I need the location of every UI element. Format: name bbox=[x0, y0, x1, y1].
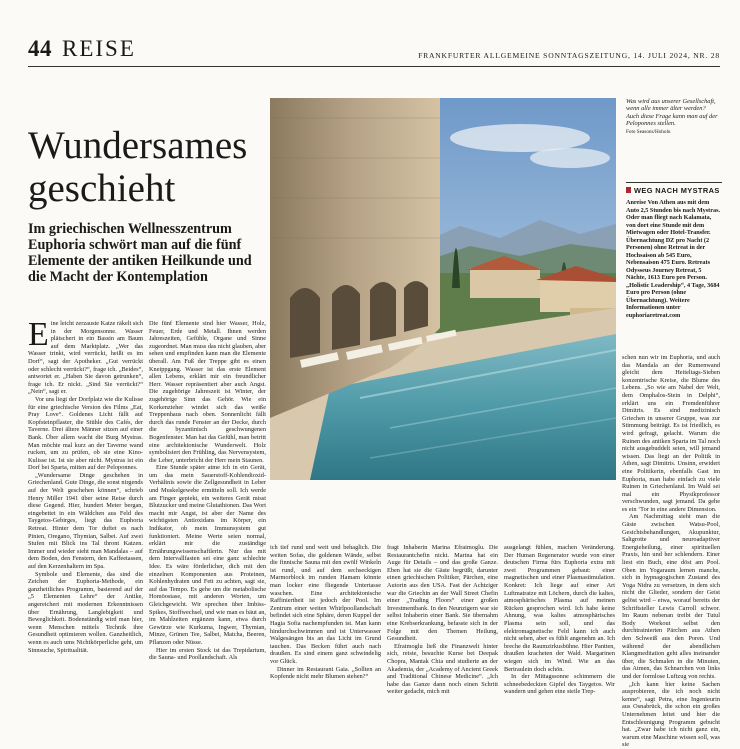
paragraph: Dinner im Restaurant Gaia. „Sollten an Kopfende nicht mehr Blumen stehen?“ bbox=[270, 665, 381, 681]
info-box bbox=[626, 182, 722, 319]
article-column-1 bbox=[28, 316, 143, 680]
paragraph: In der Mittagssonne schimmern die schneebedeckten Gipfel des Taygetos. Wir wandern und gehen eine steile Trep- bbox=[504, 673, 615, 696]
drop-cap: E bbox=[28, 316, 49, 353]
article-headline: Wundersames geschieht bbox=[28, 124, 248, 210]
paragraph: ausgelangt fühlen, machen Veränderung. Der Human Regenerator wurde von einer deutschen Firma fürs Euphoria extra mit zwei Programmen gebaut: einer magnetischen und einer Plasmastimulation. Konkret: Ich liege auf einer Art Luftmatratze mit Löchern, durch die kaltes, atmosphärisches Plasma auf meinen Rücken gesprochen wird. Ich habe keine Ahnung, was kaltes atmosphärisches Plasma sein soll, und das elektromagnetische Feld kann ich auch nicht sehen, aber es fühlt angenehm an. Ich breche die Raumzirkusbühne. Hier Pantten, draußen kracheten der Wald. Margarinen wiegen sich im Wind. Wie an das Bertraulein doch schön. bbox=[504, 544, 615, 673]
info-box-header bbox=[626, 182, 722, 195]
paragraph: Die fünf Elemente sind hier Wasser, Holz, Feuer, Erde und Metall. Ihnen werden Jahreszeiten, Gefühle, Organe und Sinne zugeordnet. Man muss das nicht glauben, aber sehen und empfinden kann man die Elemente überall. Am Fuß der Treppe gibt es einen Kneippgang. Wasser ist das erste Element allen Lebens, erklärt mir ein freundlicher Herr. Wasser repräsentiert aber auch Angst. Die zugehörige Jahreszeit ist Winter, der zugehörige Sinn das Gehör. Wie ein Korkenzieher windet sich das weiße Treppenhaus nach oben. Sonnenlicht fällt durch das runde Fenster an der Decke, durch die byzantinisch geschwungenen Bogenfenster. Man hat das Gefühl, man betritt eine architektonische Wunderwelt. Holz symbolisiert den Frühling, das Nervensystem, die Leber, unterbricht der Herr mein Staunen. bbox=[149, 320, 266, 464]
section-title: REISE bbox=[62, 36, 136, 61]
paragraph: Vor uns liegt der Dorfplatz wie die Kulisse für eine griechische Version des Films „Eat, Pray Love“. Goldenes Licht fällt auf Kopfsteinpflaster, die Stühle des Cafés, der Taverne. Drei ältere Männer sitzen auf einer Bank. Über allem wacht die Burg Mystras. Man möchte mal kurz an der Taverne wand rucken, um zu prüfen, ob sie eine Kino-Kulisse ist. Ist sie aber nicht. Mystras ist ein Dorf bei Sparta, mitten auf der Peloponnes. bbox=[28, 395, 143, 472]
paragraph: Eine leicht zerzauste Katze räkelt sich in der Morgensonne. Wasser plätschert in ein Bassin am Baum auf dem Marktplatz. „Wer das Wasser trinkt, wird verrückt, heißt es im Dorf“, sagt der Apotheker. „Gut verrückt oder schlecht verrückt?“, frage ich. „Beides“, antwortet er. „Haben Sie davon getrunken“, frage ich. Er nickt. „Sind Sie verrückt?“ „Nein“, sagt er. bbox=[28, 316, 143, 396]
paragraph: schen nun wir im Euphoria, und auch das Mandala an der Rumenwand gleicht dem Heiteltags-Sieben konzentrische Kreise, die Blume des Lebens. „So wie am Nabel der Welt, dem Omphalos-Stein in Delphi“, erklärt uns ein Fremdenführer Dimitris. Es sind medizinisch Griechen in unserer Gruppe, was zur Stimmung beiträgt. Es ist friedlich, es wird gefragt, gelacht. Warum die Ruinen des antiken Sparta im Tal noch nicht ausgebuddelt seien, will jemand wissen. Das liegt an der Politik in Athen, sagt Dimitris. Unsinn, erwidert eine Politikerin, ebenfalls Gast im Euphoria, man habe einfach zu viele Ruinen in Griechenland. Im Wald sei mal ein Physikprofessor verschwunden, sagt jemand. Da gehe es ein ‘Tor in eine andere Dimension. bbox=[622, 354, 720, 513]
info-box-title: WEG NACH MYSTRAS bbox=[634, 186, 720, 195]
article-photo bbox=[270, 98, 616, 480]
accent-bar bbox=[626, 187, 631, 193]
paragraph: Eine Stunde später atme ich in ein Gerät, um das mein Sauerstoff-Kohlendioxid-Verhältnis sowie die Zellgesundheit in Leber und Muskelgewebe ermitteln soll. Ich werde am Finger gepiekt, ein weiteres Gerät misst Blutzucker und meine Glutathionen. Das Wort macht mir Angst, ist aber der Name des wichtigsten Antioxidans im Körper, ein Indikator, ob mein Immunsystem gut funktioniert. Meine Werte seien normal, erklärt mir die zuständige Ernährungswissenschaftlerin. Nur das mit dem Intervallfasten sei eine ganz schlechte Idee. Es wäre förderlicher, dich mit den einzelnen Komponenten aus Proteinen, Kohlenhydraten und Fett zu achten, sagt sie, auf das Tempo. Es gehe um die metabolische Homöostase, mit anderen Worten, um Gleichgewicht. Wir sprechen über Imbiss-Spikes, Stoffwechsel, und wie man es bäut an, im Mahlzeiten ergänzen kann, etwa durch Gewürze wie Kurkuma, Ingwer, Thymian, Minze, Grünen Tee, Salbei, Matcha, Beeren, Pflanzen oder Nüsse. bbox=[149, 464, 266, 646]
newspaper-info: FRANKFURTER ALLGEMEINE SONNTAGSZEITUNG, 14. JULI 2024, NR. 28 bbox=[418, 51, 720, 60]
article-subheadline: Im griechischen Wellnesszentrum Euphoria schwört man auf die fünf Elemente der antiken Heilkunde und die Macht der Kontemplation bbox=[28, 221, 252, 285]
article-column-6 bbox=[622, 354, 720, 749]
resort-pool-image bbox=[270, 98, 616, 480]
info-box-text: Anreise Von Athen aus mit dem Auto 2,5 Stunden bis nach Mystras. Oder man fliegt nach Kalamata, von dort eine Stunde mit dem Mietwagen oder Hotel-Transfer. Übernachtung DZ pro Nacht (2 Personen) ohne Retreat in der Hochsaison ab 545 Euro, Nebensaison 475 Euro. Retreats Odysseus Journey Retreat, 5 Nächte, 1613 Euro pro Person. „Holistic Leadership“, 4 Tage, 3684 Euro pro Person (ohne Übernachtung). Weitere Informationen unter euphoriaretreat.com bbox=[626, 199, 721, 319]
article-column-5 bbox=[504, 544, 615, 696]
paragraph: Am Nachmittag sieht man die Gäste zwischen Watsu-Pool, Gesichtsbehandlungen, Akupunktur, Saltgrotte und neuroadaptiver Energieheilung, einer spirituellen Praxis, hin und her schlendern. Einer liest ein Buch, eine döst am Pool. Oben im Yogaraum lernen manche, sich in hypnagogischen Zustand des Yoga Nidra zu versetzen, in dem sich nicht die Glieder, sondern der Geist gelöst wird – etwa, worauf bereits der Schriftsteller Lewis Carroll schwor. Im Raum nebenan treibt der Tutul Body Workout selbst den durchtrainierten Pärchen aus Athen den Schweiß aus den Poren. Und während der abendlichen Klangmeditation geht alles ineinander über, die Schmalen in die Minuten, das Atmen, das Schnarchen von links und der formlose Luftzug von rechts. bbox=[622, 513, 720, 680]
article-column-3 bbox=[270, 544, 381, 680]
page-number: 44 bbox=[28, 36, 52, 61]
paragraph: Hier im ersten Stock ist das Trepidarium, die Sauna- und Poollandschaft. Als bbox=[149, 646, 266, 662]
article-column-4 bbox=[387, 544, 498, 696]
paragraph: Symbole und Elemente, das sind die Zeichen der Euphoria-Methode, ein ganzheitliches Programm, basierend auf der „5 Elementen Lehre“ der Antike, angereichert mit modernen Erkenntnissen über Ernährung, Langlebigkeit und Beweglichkeit. Bodenständig wird man hier, wenn Menschen mittels Technik ihre Gesundheit optimieren wollen. Ganzheitlich, wenn es auch ums Nichtkörperliche geht, um Sinnsuche, Spiritualität. bbox=[28, 570, 143, 654]
photo-caption bbox=[626, 98, 720, 136]
photo-credit: Foto Seasons/Hoholu bbox=[626, 128, 671, 135]
paragraph: „Ich kann hier keine Sachen ausprobieren, die ich noch nicht kenne“, sagt Petra, eine Ingenieurin aus Osnabrück, die schon ein großes Unternehmen leitet und hier die Entschleunigung Programm gebucht hat. „Zwar habe ich nicht ganz ein, warum eine Maschine wissen soll, was sie bbox=[622, 680, 720, 749]
article-column-2 bbox=[149, 320, 266, 680]
paragraph: Efraimoglu ließ die Finanzwelt hinter sich, reiste, besuchte Kurse bei Deepak Chopra, Mantak Chia und studierte an der Akademia, der „Academy of Ancient Greek and Traditional Chinese Medicine“. „Ich habe das Ganze dann noch einen Schritt weiter gedacht, mich mit bbox=[387, 642, 498, 696]
paragraph: ich tief rund und weit und behaglich. Die weiten Sofas, die goldenen Wände, selbst die finnische Sauna mit den zwölf Winkeln ist rund, und auf dem sechseckigen Marmorblock im runden Hamam könnte man locker eine fliegende Untertasse waschen. Eine architektonische Raffiniertheit ist jedoch der Pool. Im Zentrum einer weiten Whirlpoollandschaft befindet sich eine Sphäre, deren Kuppel der Hagia Sofia nachempfunden ist. Man kann hindurchschwimmen und ist Unterwasser Walgesängen bis an das Licht im Grund tauchen. Das Becken führt auch nach draußen. Es sind einem ganz schwindelig vor Glück. bbox=[270, 544, 381, 665]
paragraph: „Wundersame Dinge geschehen in Griechenland. Gute Dinge, die sonst nirgends auf der Welt geschehen können“, schrieb Henry Miller 1941 über seine Reise durch diese Gegend. Hier, hundert Meter bergan, eingebettet in ein Wäldchen aus Feld des Taygetos-Gebirges, liegt das Euphoria Retreat. Hinter dem Tor duftet es nach Pinien, Oregano, Thymian, Salbei. Auf zwei Stufen mit Blick ins Tal thront Katzen. Immer und wieder sieht man Mandalas – auf dem Boden, den Fenstern, den Kaffeetassen, auf den Kerzenhaltern im Spa. bbox=[28, 471, 143, 570]
paragraph: fragt Inhaberin Marina Efraimoglu. Die Restaurantchefin nickt. Marina hat ein Auge für Details – und das große Ganze. Eben hat sie die Gäste begrüßt, darunter einen griechischen Politiker, Pärchen, eine Autorin aus den USA. Fast der Achtziger war die Griechin an der Wall Street Chefin einer „Trading Floors“ einer großen Investmentbank. In den Neunzigern war sie selbst Inhaberin einer Bank. Sie übernahm eine Krebserkrankung, befasste sich in der Folge mit den Themen Heilung, Gesundheit. bbox=[387, 544, 498, 643]
page-header bbox=[28, 36, 720, 67]
caption-text: Was wird aus unserer Gesellschaft, wenn alle immer älter werden? Auch diese Frage kann man auf der Peloponnes stellen. bbox=[626, 98, 718, 128]
